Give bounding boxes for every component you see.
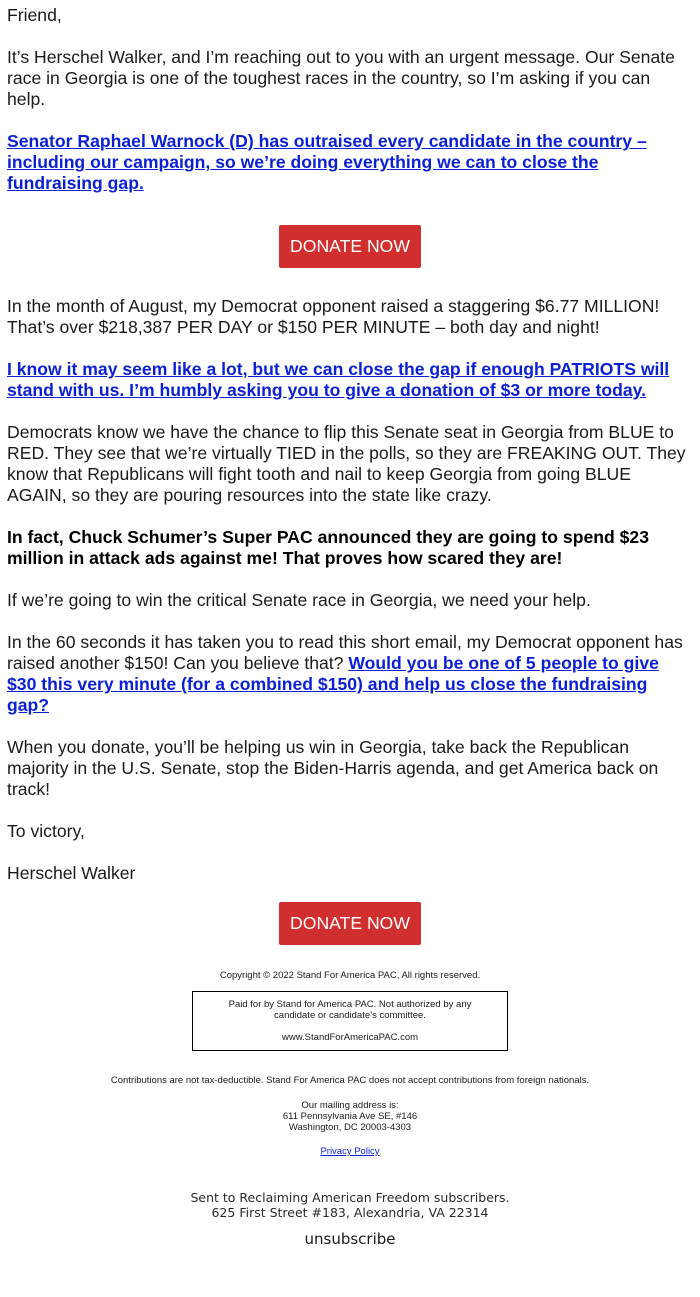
warnock-donate-link[interactable]: Senator Raphael Warnock (D) has outraised every candidate in the country – including our campaign, so we’re doing everything we can to close the fundraising gap. bbox=[7, 131, 647, 193]
patriots-link-paragraph bbox=[7, 359, 693, 401]
website-text: www.StandForAmericaPAC.com bbox=[281, 1032, 419, 1043]
signoff: To victory, bbox=[7, 821, 85, 841]
signature: Herschel Walker bbox=[7, 863, 136, 883]
schumer-paragraph: In fact, Chuck Schumer’s Super PAC announced they are going to spend $23 million in attack ads against me! That proves how scared they are! bbox=[7, 527, 649, 568]
august-paragraph: In the month of August, my Democrat opponent raised a staggering $6.77 MILLION! That’s over $218,387 PER DAY or $150 PER MINUTE – both day and night! bbox=[7, 296, 660, 337]
intro-paragraph: It’s Herschel Walker, and I’m reaching out to you with an urgent message. Our Senate race in Georgia is one of the toughest races in the country, so I’m asking if you can help. bbox=[7, 47, 675, 109]
when-you-donate-paragraph: When you donate, you’ll be helping us win in Georgia, take back the Republican majority in the U.S. Senate, stop the Biden-Harris agenda, and get America back on track! bbox=[7, 737, 659, 799]
privacy-policy-link[interactable]: Privacy Policy bbox=[320, 1146, 380, 1157]
flip-seat-paragraph: Democrats know we have the chance to flip this Senate seat in Georgia from BLUE to RED. They see that we’re virtually TIED in the polls, so they are FREAKING OUT. They know that Republicans will fight tooth and nail to keep Georgia from going BLUE AGAIN, so they are pouring resources into the state like crazy. bbox=[7, 422, 686, 505]
five-people-donate-link[interactable]: Would you be one of 5 people to give $30 this very minute (for a combined $150) and help us close the fundraising gap? bbox=[7, 653, 659, 715]
need-help-paragraph: If we’re going to win the critical Senate race in Georgia, we need your help. bbox=[7, 590, 591, 610]
donate-button-container-top bbox=[7, 225, 693, 268]
contributions-notice: Contributions are not tax-deductible. Stand For America PAC does not accept contributions from foreign nationals. bbox=[110, 1075, 590, 1086]
donate-now-button-top[interactable]: DONATE NOW bbox=[279, 225, 421, 268]
privacy-policy-row bbox=[0, 1146, 700, 1157]
sender-info bbox=[0, 1190, 700, 1220]
sixty-seconds-paragraph bbox=[7, 632, 693, 716]
sender-subscription-line: Sent to Reclaiming American Freedom subscribers. bbox=[190, 1190, 510, 1205]
paid-for-disclaimer-box bbox=[192, 991, 508, 1051]
donate-button-container-bottom bbox=[7, 902, 693, 945]
warnock-link-paragraph bbox=[7, 131, 693, 194]
paid-for-text: Paid for by Stand for America PAC. Not authorized by any candidate or candidate’s committee. bbox=[228, 999, 472, 1021]
unsubscribe-row bbox=[0, 1230, 700, 1248]
patriots-donate-link[interactable]: I know it may seem like a lot, but we can close the gap if enough PATRIOTS will stand with us. I’m humbly asking you to give a donation of $3 or more today. bbox=[7, 359, 670, 400]
sixty-seconds-text: In the 60 seconds it has taken you to read this short email, my Democrat opponent has raised another $150! Can you believe that? bbox=[7, 632, 683, 673]
unsubscribe-link[interactable]: unsubscribe bbox=[304, 1230, 396, 1248]
sender-address-line: 625 First Street #183, Alexandria, VA 22314 bbox=[211, 1205, 489, 1220]
mailing-address-line1: 611 Pennsylvania Ave SE, #146 bbox=[282, 1111, 418, 1122]
donate-now-button-bottom[interactable]: DONATE NOW bbox=[279, 902, 421, 945]
copyright-text: Copyright © 2022 Stand For America PAC, All rights reserved. bbox=[219, 970, 481, 981]
mailing-address-line2: Washington, DC 20003-4303 bbox=[288, 1122, 412, 1133]
footer bbox=[0, 970, 700, 1157]
greeting: Friend, bbox=[7, 5, 62, 25]
mailing-address-label: Our mailing address is: bbox=[301, 1100, 399, 1111]
